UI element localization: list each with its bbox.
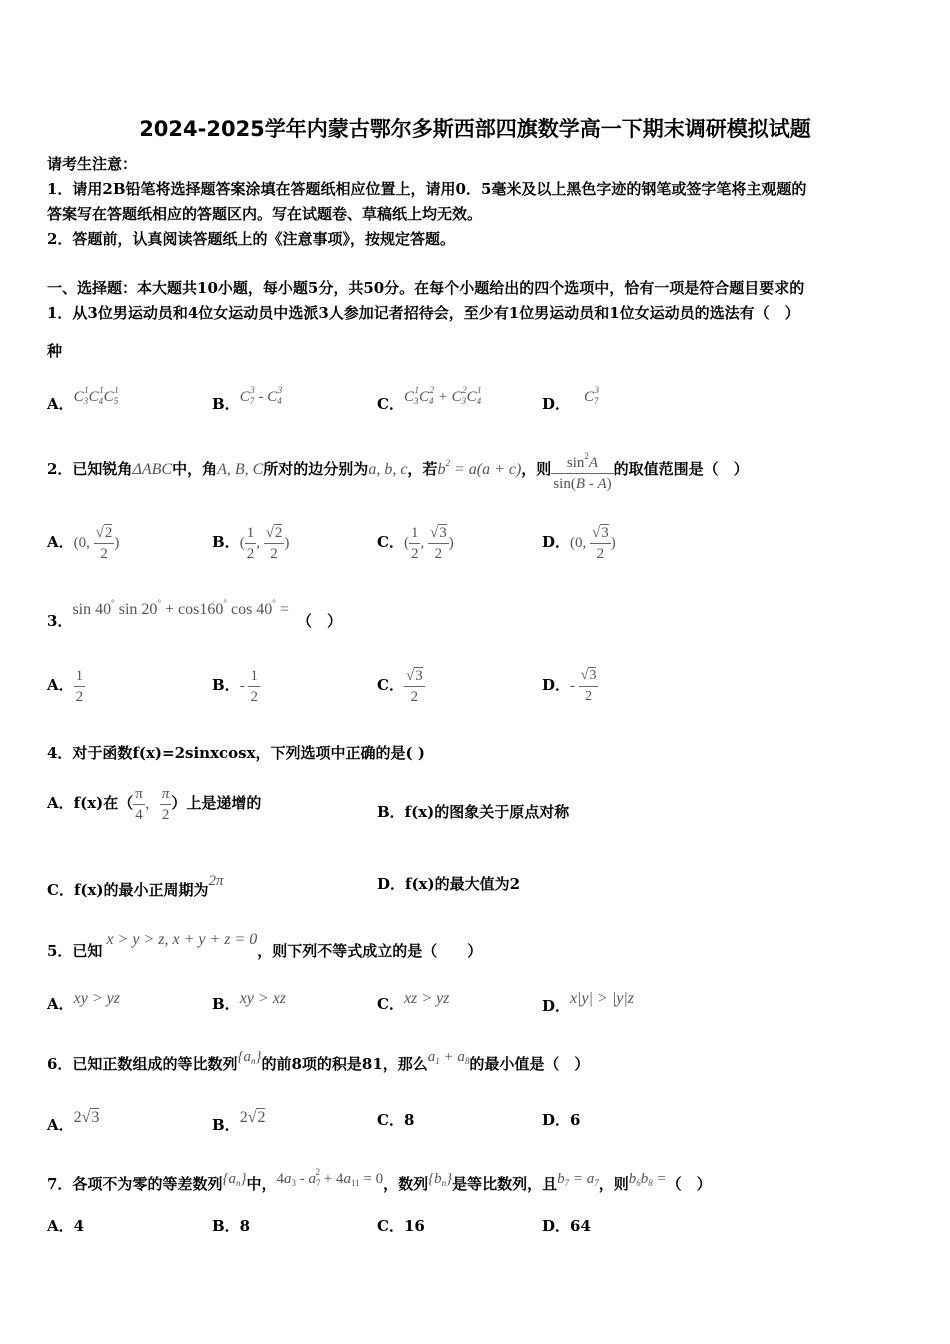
q1-stem: 1．从3位男运动员和4位女运动员中选派3人参加记者招待会，至少有1位男运动员和1位女运动员的选法有（ ） [47, 304, 800, 322]
q1-option-d-formula: $C_7^3$ [584, 385, 600, 406]
q4-stem: 4．对于函数f(x)=2sinxcosx，下列选项中正确的是( ) [47, 744, 425, 762]
q3-number: 3． [47, 612, 73, 630]
q6-text-2: 的前8项的积是81，那么 [261, 1055, 428, 1073]
q7-sequence-b: $\{b_n\}$ [428, 1171, 453, 1188]
q4-option-a-text-2: ）上是递增的 [171, 794, 262, 812]
q3-option-d-formula: $\frac{√3}{2}$ [580, 667, 597, 704]
q7-condition: $b_7 = a_7$ [557, 1171, 599, 1188]
page-title: 2024-2025学年内蒙古鄂尔多斯西部四旗数学高一下期末调研模拟试题 [139, 117, 811, 141]
q7-option-d: D．64 [542, 1217, 591, 1235]
q4-option-a: A．f(x)在（ $\frac{\pi}{4}$ ， $\frac{\pi}{2}$ ）上是递增的 [47, 785, 262, 823]
q7-option-b: B．8 [212, 1217, 251, 1235]
q2-option-b-formula: ( $\frac{1}{2}$ , $\frac{√2}{2}$ ) [239, 525, 290, 563]
q7-equation: $4a_3 - a_7^2 + 4a_{11} = 0$ [276, 1167, 384, 1188]
q5-option-d-formula: x|y| > |y|z [570, 990, 634, 1007]
q1-stem-cont: 种 [47, 342, 63, 360]
q2-option-b [212, 517, 289, 568]
q2-option-d-label: D． [542, 533, 571, 551]
q4-option-a-lower: $\frac{\pi}{4}$ [135, 785, 143, 823]
q6-sequence: $\{a_n\}$ [237, 1049, 262, 1066]
q3-option-a [47, 660, 85, 710]
q7-option-c: C．16 [377, 1217, 425, 1235]
q7-stem [47, 1167, 712, 1194]
q2-text-3: 所对的边分别为 [263, 460, 369, 478]
q5-tail: ，则下列不等式成立的是（ ） [257, 942, 483, 960]
q2-angles: A, B, C [217, 461, 264, 478]
q5-condition: x > y > z, x + y + z = 0 [106, 931, 258, 948]
q5-number: 5．已知 [47, 942, 103, 960]
q3-option-b-label: B． [212, 676, 240, 694]
q1-option-a-label: A． [47, 395, 74, 413]
q1-option-b [212, 385, 282, 414]
q7-text-4: 是等比数列，且 [452, 1175, 558, 1193]
q5-stem [47, 931, 482, 961]
notice-heading: 请考生注意： [47, 155, 138, 173]
q2-text-2: 中，角 [172, 460, 218, 478]
q2-option-a [47, 517, 119, 568]
q3-expression: sin 40° sin 20° + cos160° cos 40° = [72, 598, 289, 618]
q7-text-1: 7．各项不为零的等差数列 [47, 1175, 223, 1193]
q2-option-a-formula: (0, $\frac{√2}{2}$ ) [73, 525, 120, 563]
q3-option-b [212, 660, 260, 711]
q5-option-d-label: D． [542, 997, 571, 1015]
q3-option-d-label: D． [542, 676, 571, 694]
q5-option-b-formula: xy > xz [239, 990, 287, 1007]
q4-option-c [47, 873, 224, 900]
q2-option-c [377, 517, 454, 568]
notice-line-2: 答案写在答题纸相应的答题区内。写在试题卷、草稿纸上均无效。 [47, 205, 483, 223]
q7-text-6: （ ） [666, 1175, 712, 1193]
q3-option-d [542, 660, 598, 711]
q6-option-a-label: A． [47, 1116, 74, 1134]
q1-option-c-formula: $C_3^1C_4^2 + C_3^2C_4^1$ [403, 385, 482, 406]
q4-option-c-text: C．f(x)的最小正周期为 [47, 881, 209, 899]
q2-option-c-label: C． [377, 533, 404, 551]
q2-text-5: ，则 [521, 460, 552, 478]
q3-option-b-sign: - [239, 678, 249, 694]
q1-option-b-label: B． [212, 395, 240, 413]
q5-option-a [47, 990, 120, 1014]
q3-option-b-formula: $\frac{1}{2}$ [250, 667, 258, 705]
q3-option-c-label: C． [377, 676, 404, 694]
q3-option-a-label: A． [47, 676, 74, 694]
q4-option-b: B．f(x)的图象关于原点对称 [377, 803, 570, 821]
q5-option-d [542, 990, 634, 1016]
q2-text-4: ，若 [407, 460, 438, 478]
q1-option-b-formula: $C_7^3 - C_4^3$ [239, 385, 283, 406]
q6-option-a-formula: 2√3 [73, 1109, 100, 1126]
notice-line-3: 2．答题前，认真阅读答题纸上的《注意事项》，按规定答题。 [47, 230, 455, 248]
q3-option-c [377, 660, 425, 710]
q6-option-a [47, 1109, 99, 1135]
q2-sides: a, b, c [368, 461, 408, 478]
q2-stem [47, 433, 749, 500]
q7-sequence-a: $\{a_n\}$ [222, 1171, 247, 1188]
q2-option-b-label: B． [212, 533, 240, 551]
q5-option-a-formula: xy > yz [73, 990, 120, 1007]
q2-triangle: ΔABC [132, 461, 173, 478]
q1-option-c [377, 385, 482, 414]
q6-option-b [212, 1109, 265, 1135]
q5-option-b [212, 990, 286, 1014]
q2-text-1: 2．已知锐角 [47, 460, 133, 478]
q3-option-d-sign: - [570, 678, 579, 694]
q5-option-b-label: B． [212, 995, 240, 1013]
q7-text-5: ，则 [598, 1175, 629, 1193]
q7-text-2: 中， [246, 1175, 277, 1193]
q6-option-b-label: B． [212, 1116, 240, 1134]
q2-expression: $\frac{\sin^2A}{\sin(B - A)}$ [551, 446, 613, 494]
q5-option-c-label: C． [377, 995, 404, 1013]
q2-option-a-label: A． [47, 533, 74, 551]
q1-option-a [47, 385, 119, 414]
q6-option-b-formula: 2√2 [239, 1109, 266, 1126]
q1-option-c-label: C． [377, 395, 404, 413]
q4-option-c-formula: 2π [208, 873, 224, 889]
q4-option-d: D．f(x)的最大值为2 [377, 875, 521, 893]
q3-option-a-formula: $\frac{1}{2}$ [75, 667, 84, 705]
q2-text-6: 的取值范围是（ ） [613, 460, 749, 478]
q6-sum: $a_1 + a_8$ [427, 1049, 470, 1066]
q5-option-c-formula: xz > yz [403, 990, 450, 1007]
q1-option-a-formula: $C_3^1C_4^1C_5^1$ [73, 385, 119, 406]
q2-condition: $b^2 = a(a + c)$ [437, 458, 522, 478]
q2-option-d-formula: (0, $\frac{√3}{2}$ ) [570, 525, 616, 563]
q6-option-d: D．6 [542, 1111, 581, 1129]
q1-option-d-label: D． [542, 395, 571, 413]
q2-option-c-formula: ( $\frac{1}{2}$ , $\frac{√3}{2}$ ) [403, 525, 454, 563]
q7-product: $b_6b_8$ = [628, 1171, 667, 1188]
q6-text-1: 6．已知正数组成的等比数列 [47, 1055, 238, 1073]
q4-option-a-upper: $\frac{\pi}{2}$ [161, 785, 170, 823]
section-heading: 一、选择题：本大题共10小题，每小题5分，共50分。在每个小题给出的四个选项中，恰有一项是符合题目要求的 [47, 279, 805, 297]
q3-tail: （ ） [296, 612, 342, 630]
notice-line-1: 1．请用2B铅笔将选择题答案涂填在答题纸相应位置上，请用0．5毫米及以上黑色字迹的钢笔或签字笔将主观题的 [47, 180, 807, 198]
q3-option-c-formula: $\frac{√3}{2}$ [405, 667, 423, 705]
q4-option-a-text-1: A．f(x)在（ [47, 794, 134, 812]
q6-stem [47, 1049, 589, 1074]
q2-option-d [542, 517, 616, 568]
q3-stem [47, 598, 342, 631]
q7-text-3: ，数列 [383, 1175, 429, 1193]
q5-option-a-label: A． [47, 995, 74, 1013]
q7-option-a: A．4 [47, 1217, 85, 1235]
q1-option-d [542, 385, 599, 414]
q6-option-c: C．8 [377, 1111, 415, 1129]
q5-option-c [377, 990, 449, 1014]
q6-text-3: 的最小值是（ ） [469, 1055, 590, 1073]
